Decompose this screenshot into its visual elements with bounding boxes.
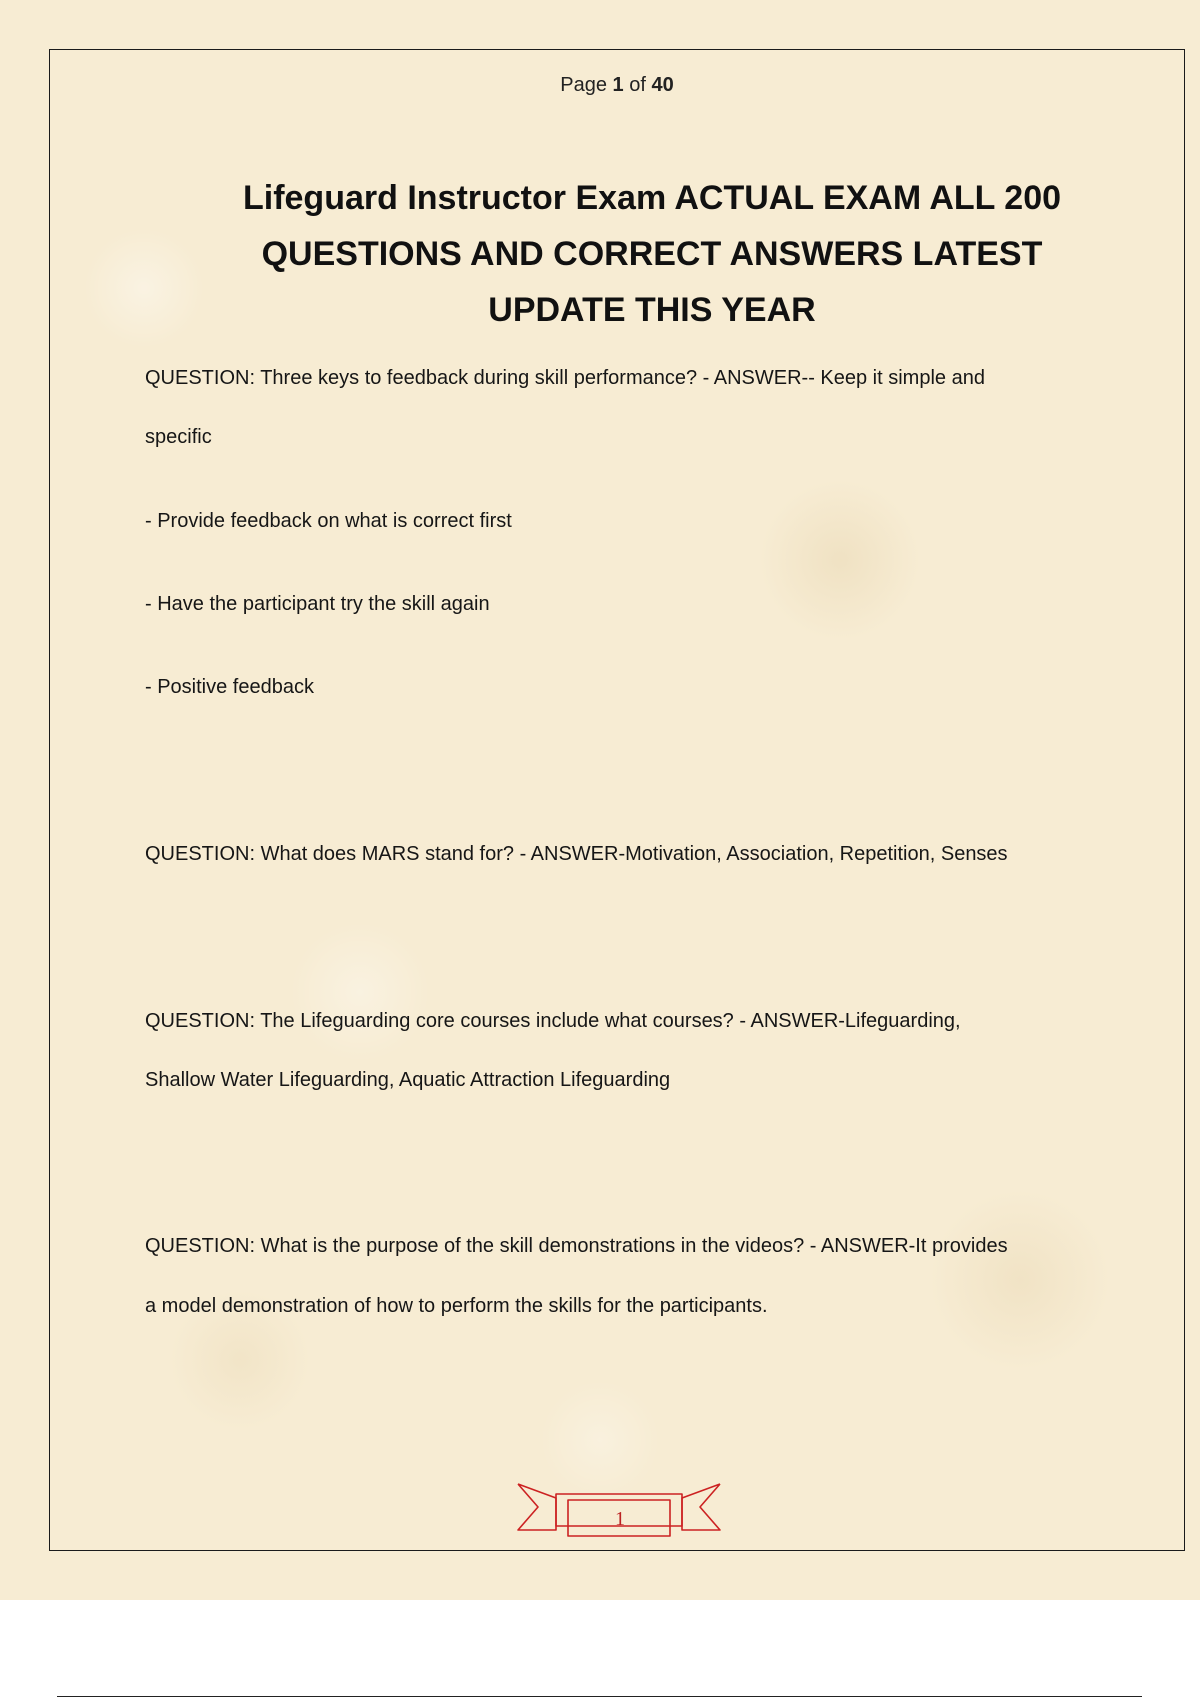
title-line-2: QUESTIONS AND CORRECT ANSWERS LATEST: [261, 235, 1043, 273]
question-2-text: QUESTION: What does MARS stand for? - ANSWER-Motivation, Association, Repetition, Senses: [145, 843, 1008, 865]
question-1-bullet-2: - Have the participant try the skill again: [145, 593, 490, 615]
question-1-bullet-1: - Provide feedback on what is correct first: [145, 510, 512, 532]
bottom-divider: [57, 1696, 1142, 1697]
page-total: 40: [651, 74, 674, 96]
page-prefix: Page: [560, 74, 607, 96]
page-of: of: [629, 74, 646, 96]
page-current: 1: [612, 74, 624, 96]
page-counter: [0, 74, 1200, 97]
question-4-text-cont: a model demonstration of how to perform the skills for the participants.: [145, 1295, 768, 1317]
question-1-bullet-3: - Positive feedback: [145, 676, 314, 698]
page-number: 1: [615, 1508, 625, 1530]
question-3-text: QUESTION: The Lifeguarding core courses include what courses? - ANSWER-Lifeguarding,: [145, 1010, 961, 1032]
document-title: [200, 170, 1104, 338]
question-4-text: QUESTION: What is the purpose of the skill demonstrations in the videos? - ANSWER-It provides: [145, 1235, 1008, 1257]
question-1-text: QUESTION: Three keys to feedback during skill performance? - ANSWER-- Keep it simple and: [145, 367, 985, 389]
title-line-1: Lifeguard Instructor Exam ACTUAL EXAM ALL 200: [242, 179, 1062, 217]
question-3-text-cont: Shallow Water Lifeguarding, Aquatic Attraction Lifeguarding: [145, 1069, 671, 1091]
title-line-3: UPDATE THIS YEAR: [488, 291, 816, 329]
question-1-text-cont: specific: [145, 426, 212, 448]
